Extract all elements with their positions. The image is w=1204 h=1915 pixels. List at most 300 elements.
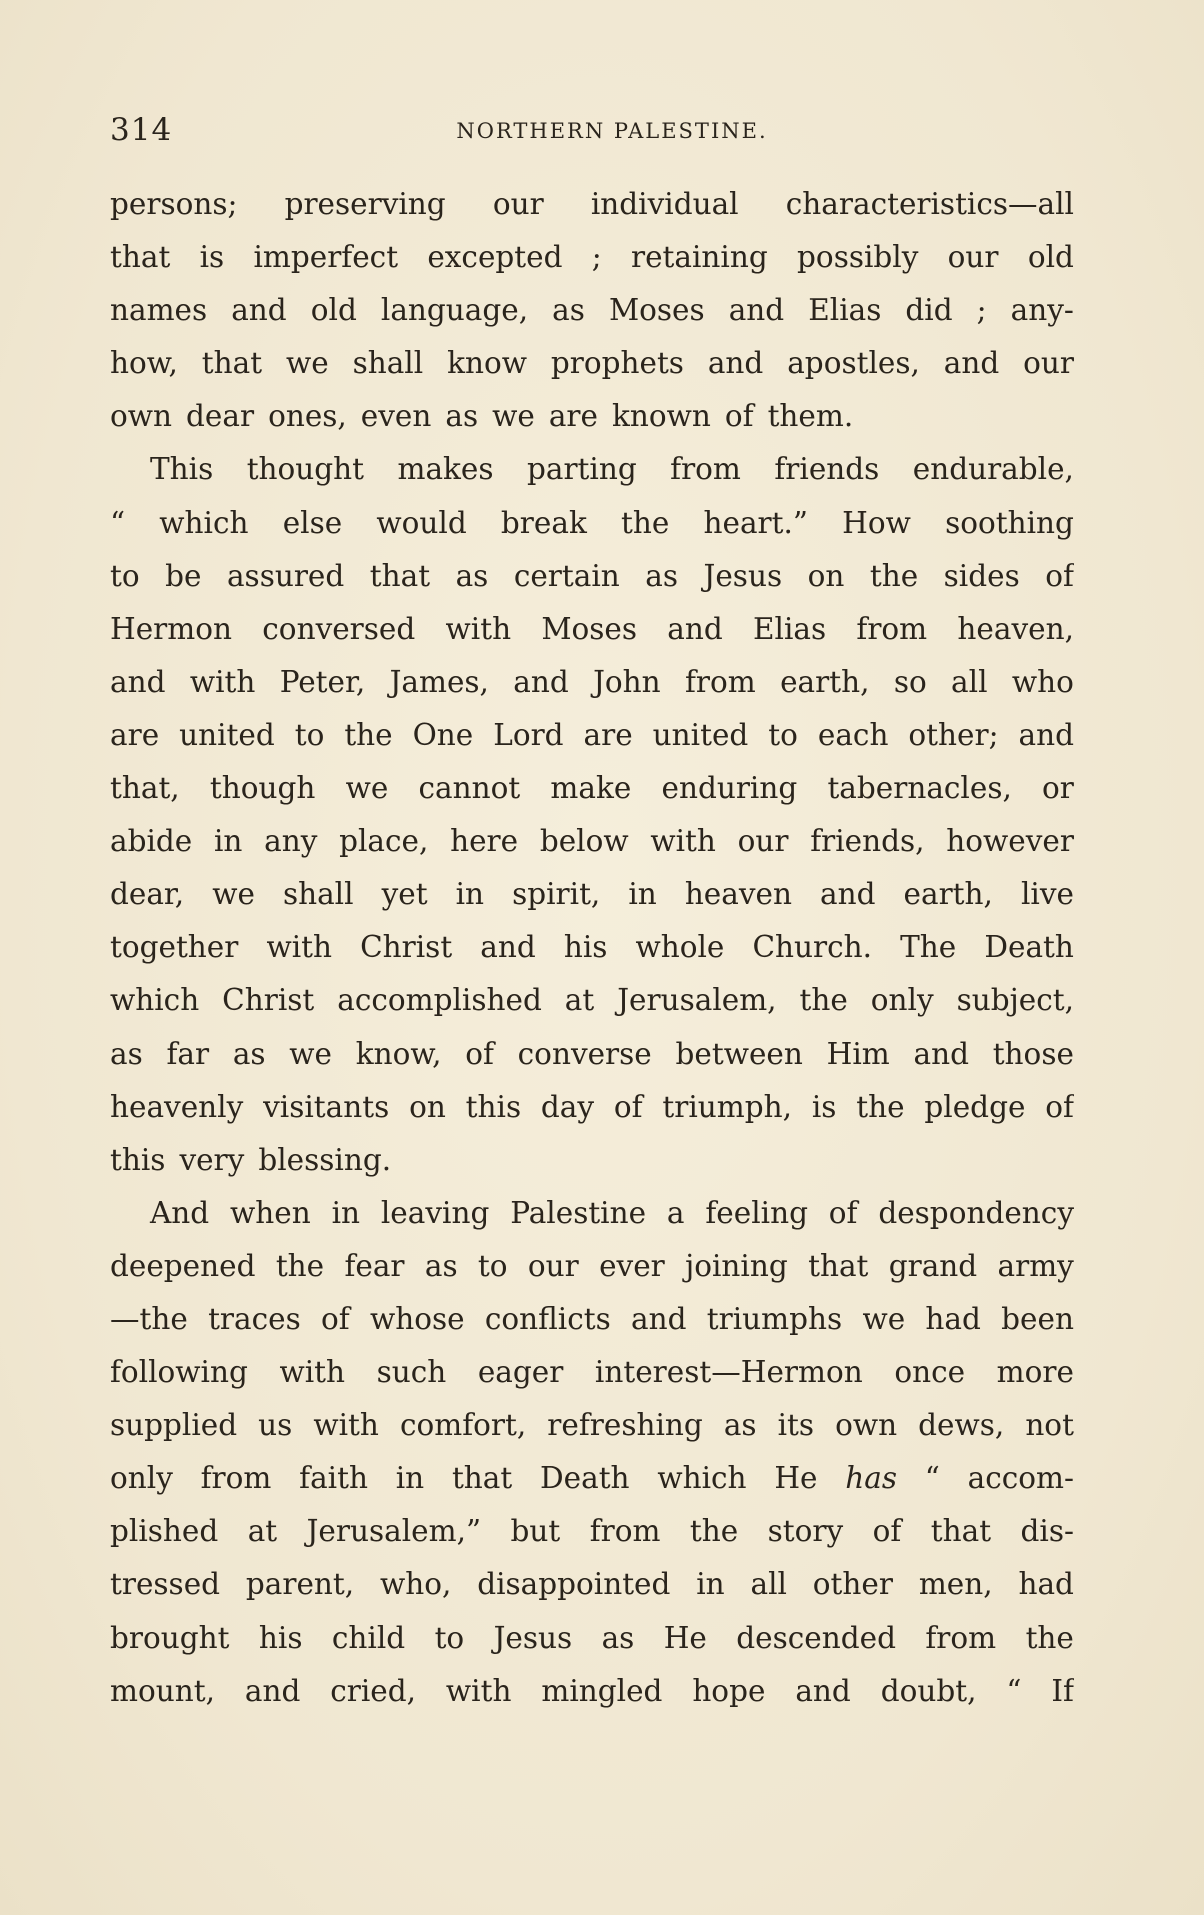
word: and xyxy=(820,877,876,912)
word: “ xyxy=(1006,1673,1022,1708)
word: and xyxy=(513,664,569,699)
word: as xyxy=(723,1408,757,1443)
word: And xyxy=(150,1195,210,1230)
word: disappointed xyxy=(477,1567,671,1602)
word: the xyxy=(275,1248,325,1283)
word: in xyxy=(455,877,485,912)
word: dews, xyxy=(918,1408,1005,1443)
text-line xyxy=(110,1187,1074,1240)
word: and xyxy=(707,346,764,381)
word: accom- xyxy=(967,1461,1074,1496)
text-line xyxy=(110,337,1074,390)
word: dear xyxy=(186,399,255,434)
word: John xyxy=(593,664,661,699)
word: between xyxy=(675,1036,803,1071)
word: heaven xyxy=(684,877,792,912)
word: makes xyxy=(397,452,494,487)
word: did xyxy=(905,293,953,328)
text-line xyxy=(110,1081,1074,1134)
word: If xyxy=(1051,1673,1074,1708)
word: that xyxy=(930,1514,992,1549)
word: dis- xyxy=(1020,1514,1074,1549)
word: that xyxy=(808,1248,869,1283)
word: The xyxy=(900,930,957,965)
word: in xyxy=(696,1567,725,1602)
word: only xyxy=(110,1461,173,1496)
word: this xyxy=(110,1142,166,1177)
word: and xyxy=(110,664,166,699)
word: and xyxy=(728,293,785,328)
word: known xyxy=(612,399,711,434)
word: following xyxy=(110,1355,248,1390)
word: doubt, xyxy=(880,1673,977,1708)
word: in xyxy=(395,1461,425,1496)
word: language, xyxy=(380,293,529,328)
word: his xyxy=(563,930,608,965)
word: and xyxy=(667,611,723,646)
word: any xyxy=(264,824,318,859)
word: to xyxy=(434,1620,465,1655)
word: any- xyxy=(1010,293,1074,328)
word: so xyxy=(893,664,927,699)
word: been xyxy=(1001,1301,1074,1336)
word: our xyxy=(1023,346,1074,381)
word: imperfect xyxy=(253,240,399,275)
word: Elias xyxy=(808,293,882,328)
word: own xyxy=(835,1408,898,1443)
word: ones, xyxy=(268,399,347,434)
word: joining xyxy=(685,1248,788,1283)
word: One xyxy=(412,717,474,752)
word: dear, xyxy=(110,877,185,912)
word: has xyxy=(845,1461,897,1496)
word: to xyxy=(477,1248,508,1283)
word: with xyxy=(650,824,716,859)
word: mingled xyxy=(541,1673,663,1708)
word: on xyxy=(409,1089,446,1124)
word: of xyxy=(828,1195,858,1230)
word: story xyxy=(767,1514,844,1549)
text-line xyxy=(110,178,1074,231)
word: Jesus xyxy=(703,558,783,593)
word: our xyxy=(492,187,544,221)
word: Lord xyxy=(493,717,564,752)
word: Death xyxy=(540,1461,630,1496)
word: are xyxy=(583,717,633,752)
word: be xyxy=(165,558,202,593)
text-line xyxy=(110,603,1074,656)
word: of xyxy=(613,1089,643,1124)
word: live xyxy=(1020,877,1074,912)
word: conflicts xyxy=(484,1301,611,1336)
word: Christ xyxy=(360,930,453,965)
word: of xyxy=(724,399,754,434)
word: assured xyxy=(226,558,345,593)
word: the xyxy=(621,505,670,540)
word: who xyxy=(1011,664,1074,699)
text-line xyxy=(110,868,1074,921)
word: day xyxy=(540,1089,595,1124)
word: more xyxy=(996,1355,1074,1390)
text-line xyxy=(110,443,1074,496)
word: Peter, xyxy=(279,664,366,699)
word: from xyxy=(200,1461,272,1496)
word: persons; xyxy=(110,187,238,221)
word: certain xyxy=(513,558,620,593)
word: even xyxy=(360,399,432,434)
word: as xyxy=(445,399,479,434)
word: which xyxy=(657,1461,747,1496)
word: we xyxy=(285,346,329,381)
word: with xyxy=(313,1408,379,1443)
word: abide xyxy=(110,824,193,859)
word: interest—Hermon xyxy=(594,1355,863,1390)
word: despondency xyxy=(878,1195,1074,1230)
word: tabernacles, xyxy=(827,771,1012,806)
word: Jesus xyxy=(493,1620,573,1655)
word: apostles, xyxy=(787,346,920,381)
word: converse xyxy=(517,1036,652,1071)
word: we xyxy=(492,399,535,434)
word: as xyxy=(645,558,679,593)
word: leaving xyxy=(380,1195,490,1230)
word: to xyxy=(294,717,325,752)
word: and xyxy=(795,1673,851,1708)
word: had xyxy=(1018,1567,1074,1602)
word: all xyxy=(951,664,988,699)
word: from xyxy=(925,1620,997,1655)
word: prophets xyxy=(550,346,684,381)
word: Death xyxy=(984,930,1074,965)
word: when xyxy=(230,1195,311,1230)
word: ; xyxy=(591,240,602,275)
word: in xyxy=(331,1195,361,1230)
word: we xyxy=(289,1036,332,1071)
word: preserving xyxy=(284,187,446,221)
word: of xyxy=(872,1514,902,1549)
word: ; xyxy=(976,293,987,328)
word: faith xyxy=(299,1461,368,1496)
word: individual xyxy=(590,187,739,221)
word: as xyxy=(601,1620,635,1655)
word: whose xyxy=(369,1301,465,1336)
word: our xyxy=(737,824,789,859)
word: with xyxy=(189,664,256,699)
word: army xyxy=(997,1248,1074,1283)
word: the xyxy=(869,558,919,593)
word: that xyxy=(201,346,263,381)
text-line xyxy=(110,1505,1074,1558)
word: of xyxy=(321,1301,350,1336)
word: with xyxy=(445,611,512,646)
word: heaven, xyxy=(957,611,1074,646)
word: accomplished xyxy=(337,983,542,1018)
word: Elias xyxy=(753,611,827,646)
word: them. xyxy=(767,399,854,434)
text-line xyxy=(110,921,1074,974)
word: a xyxy=(666,1195,685,1230)
word: very xyxy=(179,1142,245,1177)
word: fear xyxy=(344,1248,405,1283)
running-head xyxy=(110,112,1074,152)
word: possibly xyxy=(797,240,919,275)
word: Moses xyxy=(608,293,705,328)
word: triumphs xyxy=(706,1301,843,1336)
word: are xyxy=(548,399,598,434)
word: the xyxy=(344,717,393,752)
word: and xyxy=(1018,717,1074,752)
word: earth, xyxy=(780,664,870,699)
word: and xyxy=(231,293,287,328)
word: triumph, xyxy=(662,1089,793,1124)
word: friends xyxy=(774,452,880,487)
text-line xyxy=(110,1293,1074,1346)
word: as xyxy=(455,558,489,593)
word: though xyxy=(209,771,316,806)
text-line xyxy=(110,1240,1074,1293)
word: our xyxy=(527,1248,579,1283)
word: parting xyxy=(526,452,637,487)
text-line xyxy=(110,1028,1074,1081)
word: from xyxy=(670,452,741,487)
text-line xyxy=(110,656,1074,709)
word: child xyxy=(331,1620,406,1655)
word: know xyxy=(447,346,527,381)
word: —the xyxy=(110,1301,188,1336)
word: the xyxy=(1025,1620,1074,1655)
word: and xyxy=(913,1036,969,1071)
text-line xyxy=(110,709,1074,762)
word: of xyxy=(465,1036,494,1071)
word: deepened xyxy=(110,1248,256,1283)
word: Moses xyxy=(541,611,638,646)
word: sides xyxy=(943,558,1020,593)
word: spirit, xyxy=(512,877,601,912)
word: descended xyxy=(736,1620,896,1655)
word: names xyxy=(110,293,208,328)
word: that xyxy=(110,240,171,275)
word: “ xyxy=(924,1461,940,1496)
word: James, xyxy=(389,664,489,699)
word: Church. xyxy=(752,930,873,965)
word: as xyxy=(424,1248,458,1283)
word: comfort, xyxy=(399,1408,527,1443)
word: on xyxy=(807,558,845,593)
word: at xyxy=(247,1514,278,1549)
word: traces xyxy=(208,1301,301,1336)
word: the xyxy=(856,1089,905,1124)
word: other xyxy=(812,1567,893,1602)
word: make xyxy=(550,771,632,806)
word: men, xyxy=(918,1567,993,1602)
word: together xyxy=(110,930,239,965)
word: with xyxy=(279,1355,346,1390)
running-title: NORTHERN PALESTINE. xyxy=(456,119,768,143)
word: us xyxy=(258,1408,293,1443)
word: his xyxy=(258,1620,303,1655)
word: and xyxy=(631,1301,687,1336)
word: those xyxy=(992,1036,1074,1071)
word: and xyxy=(943,346,1000,381)
word: all xyxy=(750,1567,787,1602)
word: shall xyxy=(352,346,424,381)
word: Jerusalem, xyxy=(617,983,777,1018)
word: soothing xyxy=(945,505,1074,540)
word: only xyxy=(870,983,934,1018)
word: to xyxy=(768,717,798,752)
word: Hermon xyxy=(110,611,233,646)
word: enduring xyxy=(661,771,798,806)
text-line xyxy=(110,1134,1074,1187)
word: tressed xyxy=(110,1567,221,1602)
word: once xyxy=(894,1355,966,1390)
word: are xyxy=(110,717,160,752)
text-line xyxy=(110,1558,1074,1611)
text-line xyxy=(110,497,1074,550)
word: had xyxy=(925,1301,981,1336)
word: plished xyxy=(110,1514,219,1549)
word: here xyxy=(450,824,519,859)
word: with xyxy=(445,1673,512,1708)
word: which xyxy=(159,505,249,540)
word: old xyxy=(1027,240,1074,275)
word: grand xyxy=(888,1248,978,1283)
text-line xyxy=(110,1452,1074,1505)
word: place, xyxy=(339,824,429,859)
text-line xyxy=(110,1399,1074,1452)
word: below xyxy=(539,824,629,859)
word: at xyxy=(564,983,595,1018)
word: such xyxy=(376,1355,447,1390)
word: supplied xyxy=(110,1408,238,1443)
word: whole xyxy=(635,930,725,965)
word: He xyxy=(663,1620,707,1655)
word: its xyxy=(777,1408,815,1443)
word: in xyxy=(628,877,657,912)
word: characteristics—all xyxy=(785,187,1074,221)
text-line xyxy=(110,815,1074,868)
word: and xyxy=(480,930,536,965)
word: united xyxy=(179,717,275,752)
word: we xyxy=(862,1301,906,1336)
word: Christ xyxy=(222,983,315,1018)
word: Jerusalem,” xyxy=(306,1514,482,1549)
word: This xyxy=(150,452,214,487)
word: as xyxy=(232,1036,266,1071)
word: far xyxy=(166,1036,210,1071)
word: as xyxy=(110,1036,143,1071)
word: break xyxy=(500,505,587,540)
text-line xyxy=(110,974,1074,1027)
word: is xyxy=(199,240,225,275)
text-line xyxy=(110,762,1074,815)
word: parent, xyxy=(245,1567,355,1602)
word: heavenly xyxy=(110,1089,244,1124)
word: which xyxy=(110,983,200,1018)
word: the xyxy=(799,983,848,1018)
word: heart.” xyxy=(703,505,808,540)
word: refreshing xyxy=(547,1408,703,1443)
word: in xyxy=(213,824,243,859)
word: Palestine xyxy=(510,1195,647,1230)
word: that xyxy=(451,1461,513,1496)
word: else xyxy=(282,505,343,540)
word: united xyxy=(652,717,749,752)
word: retaining xyxy=(631,240,768,275)
word: each xyxy=(817,717,889,752)
word: pledge xyxy=(924,1089,1026,1124)
word: “ xyxy=(110,505,126,540)
text-line xyxy=(110,550,1074,603)
word: and xyxy=(244,1673,301,1708)
word: this xyxy=(465,1089,522,1124)
word: How xyxy=(842,505,911,540)
word: that xyxy=(369,558,431,593)
word: would xyxy=(376,505,467,540)
word: who, xyxy=(379,1567,452,1602)
word: our xyxy=(947,240,999,275)
word: excepted xyxy=(427,240,563,275)
word: but xyxy=(510,1514,561,1549)
word: visitants xyxy=(263,1089,390,1124)
word: we xyxy=(212,877,255,912)
word: with xyxy=(266,930,332,965)
word: is xyxy=(811,1089,837,1124)
word: to xyxy=(110,558,140,593)
text-line xyxy=(110,1346,1074,1399)
word: Him xyxy=(826,1036,890,1071)
word: of xyxy=(1045,1089,1074,1124)
page-number: 314 xyxy=(110,112,173,148)
word: feeling xyxy=(705,1195,808,1230)
word: from xyxy=(685,664,756,699)
word: hope xyxy=(692,1673,766,1708)
word: know, xyxy=(355,1036,442,1071)
word: old xyxy=(310,293,357,328)
word: ever xyxy=(599,1248,665,1283)
word: from xyxy=(856,611,928,646)
word: of xyxy=(1045,558,1074,593)
word: how, xyxy=(110,346,178,381)
word: endurable, xyxy=(912,452,1074,487)
word: shall xyxy=(282,877,354,912)
word: from xyxy=(589,1514,661,1549)
word: yet xyxy=(381,877,428,912)
word: eager xyxy=(477,1355,564,1390)
word: thought xyxy=(246,452,365,487)
text-line xyxy=(110,231,1074,284)
word: we xyxy=(345,771,389,806)
word: subject, xyxy=(956,983,1074,1018)
word: mount, xyxy=(110,1673,215,1708)
word: own xyxy=(110,399,173,434)
word: cannot xyxy=(418,771,521,806)
word: He xyxy=(774,1461,818,1496)
word: that, xyxy=(110,771,180,806)
word: brought xyxy=(110,1620,230,1655)
word: conversed xyxy=(262,611,416,646)
word: friends, xyxy=(810,824,925,859)
word: as xyxy=(552,293,585,328)
word: other; xyxy=(908,717,999,752)
text-line xyxy=(110,284,1074,337)
body-text xyxy=(110,178,1074,1718)
text-line xyxy=(110,1612,1074,1665)
word: or xyxy=(1042,771,1074,806)
word: however xyxy=(946,824,1074,859)
text-line xyxy=(110,1665,1074,1718)
word: earth, xyxy=(903,877,993,912)
